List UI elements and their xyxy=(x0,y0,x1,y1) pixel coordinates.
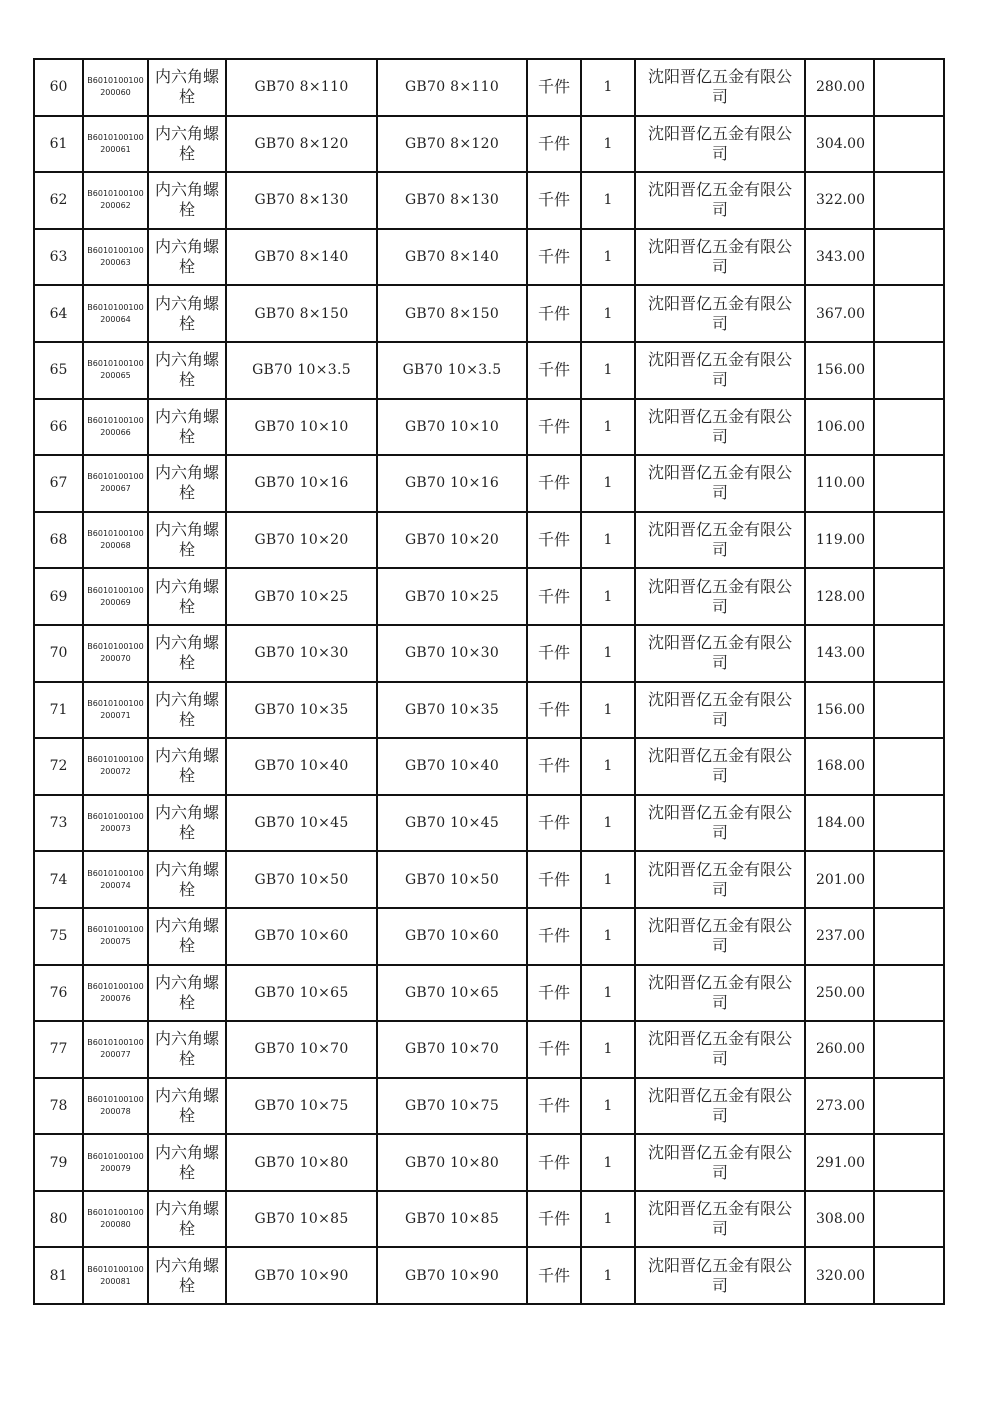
supplier-cell: 沈阳晋亿五金有限公司 xyxy=(635,1021,805,1078)
table-row xyxy=(34,795,944,852)
model-cell: GB70 10×50 xyxy=(377,851,527,908)
unit-cell: 千件 xyxy=(527,1021,581,1078)
row-number-cell: 75 xyxy=(34,908,83,965)
table-row xyxy=(34,851,944,908)
model-cell: GB70 10×65 xyxy=(377,965,527,1022)
unit-cell: 千件 xyxy=(527,1191,581,1248)
model-cell: GB70 8×150 xyxy=(377,285,527,342)
supplier-cell: 沈阳晋亿五金有限公司 xyxy=(635,1247,805,1304)
unit-cell: 千件 xyxy=(527,172,581,229)
spec-cell: GB70 10×16 xyxy=(226,455,377,512)
remark-cell xyxy=(874,851,944,908)
table-row xyxy=(34,738,944,795)
table-row xyxy=(34,568,944,625)
quantity-cell: 1 xyxy=(581,399,635,456)
unit-cell: 千件 xyxy=(527,59,581,116)
quantity-cell: 1 xyxy=(581,172,635,229)
quantity-cell: 1 xyxy=(581,965,635,1022)
unit-cell: 千件 xyxy=(527,1078,581,1135)
supplier-cell: 沈阳晋亿五金有限公司 xyxy=(635,399,805,456)
price-cell: 156.00 xyxy=(805,342,874,399)
row-number-cell: 60 xyxy=(34,59,83,116)
unit-cell: 千件 xyxy=(527,455,581,512)
material-code-cell: B6010100100200077 xyxy=(83,1021,148,1078)
row-number-cell: 66 xyxy=(34,399,83,456)
remark-cell xyxy=(874,285,944,342)
model-cell: GB70 8×140 xyxy=(377,229,527,286)
price-cell: 260.00 xyxy=(805,1021,874,1078)
quantity-cell: 1 xyxy=(581,455,635,512)
table-row xyxy=(34,1021,944,1078)
item-name-cell: 内六角螺栓 xyxy=(148,568,226,625)
unit-cell: 千件 xyxy=(527,851,581,908)
spec-cell: GB70 8×140 xyxy=(226,229,377,286)
table-row xyxy=(34,1078,944,1135)
model-cell: GB70 10×30 xyxy=(377,625,527,682)
item-name-cell: 内六角螺栓 xyxy=(148,738,226,795)
remark-cell xyxy=(874,512,944,569)
quantity-cell: 1 xyxy=(581,59,635,116)
item-name-cell: 内六角螺栓 xyxy=(148,851,226,908)
model-cell: GB70 8×130 xyxy=(377,172,527,229)
model-cell: GB70 8×120 xyxy=(377,116,527,173)
supplier-cell: 沈阳晋亿五金有限公司 xyxy=(635,285,805,342)
model-cell: GB70 10×25 xyxy=(377,568,527,625)
supplier-cell: 沈阳晋亿五金有限公司 xyxy=(635,342,805,399)
remark-cell xyxy=(874,1191,944,1248)
spec-cell: GB70 10×50 xyxy=(226,851,377,908)
spec-cell: GB70 10×60 xyxy=(226,908,377,965)
price-cell: 110.00 xyxy=(805,455,874,512)
material-code-cell: B6010100100200066 xyxy=(83,399,148,456)
table-row xyxy=(34,59,944,116)
item-name-cell: 内六角螺栓 xyxy=(148,795,226,852)
row-number-cell: 63 xyxy=(34,229,83,286)
unit-cell: 千件 xyxy=(527,568,581,625)
supplier-cell: 沈阳晋亿五金有限公司 xyxy=(635,851,805,908)
spec-cell: GB70 10×80 xyxy=(226,1134,377,1191)
supplier-cell: 沈阳晋亿五金有限公司 xyxy=(635,172,805,229)
item-name-cell: 内六角螺栓 xyxy=(148,908,226,965)
row-number-cell: 80 xyxy=(34,1191,83,1248)
row-number-cell: 76 xyxy=(34,965,83,1022)
row-number-cell: 72 xyxy=(34,738,83,795)
supplier-cell: 沈阳晋亿五金有限公司 xyxy=(635,908,805,965)
spec-cell: GB70 10×30 xyxy=(226,625,377,682)
quantity-cell: 1 xyxy=(581,229,635,286)
item-name-cell: 内六角螺栓 xyxy=(148,59,226,116)
supplier-cell: 沈阳晋亿五金有限公司 xyxy=(635,1134,805,1191)
row-number-cell: 69 xyxy=(34,568,83,625)
row-number-cell: 64 xyxy=(34,285,83,342)
model-cell: GB70 10×90 xyxy=(377,1247,527,1304)
spec-cell: GB70 10×40 xyxy=(226,738,377,795)
material-code-cell: B6010100100200080 xyxy=(83,1191,148,1248)
remark-cell xyxy=(874,1021,944,1078)
table-row xyxy=(34,512,944,569)
price-cell: 128.00 xyxy=(805,568,874,625)
supplier-cell: 沈阳晋亿五金有限公司 xyxy=(635,682,805,739)
material-code-cell: B6010100100200064 xyxy=(83,285,148,342)
remark-cell xyxy=(874,399,944,456)
price-cell: 168.00 xyxy=(805,738,874,795)
row-number-cell: 65 xyxy=(34,342,83,399)
material-code-cell: B6010100100200068 xyxy=(83,512,148,569)
quantity-cell: 1 xyxy=(581,285,635,342)
spec-cell: GB70 10×85 xyxy=(226,1191,377,1248)
table-row xyxy=(34,965,944,1022)
model-cell: GB70 10×70 xyxy=(377,1021,527,1078)
row-number-cell: 68 xyxy=(34,512,83,569)
quantity-cell: 1 xyxy=(581,342,635,399)
model-cell: GB70 10×75 xyxy=(377,1078,527,1135)
model-cell: GB70 10×85 xyxy=(377,1191,527,1248)
item-name-cell: 内六角螺栓 xyxy=(148,342,226,399)
supplier-cell: 沈阳晋亿五金有限公司 xyxy=(635,1191,805,1248)
remark-cell xyxy=(874,455,944,512)
remark-cell xyxy=(874,965,944,1022)
price-cell: 106.00 xyxy=(805,399,874,456)
item-name-cell: 内六角螺栓 xyxy=(148,1134,226,1191)
spec-cell: GB70 8×120 xyxy=(226,116,377,173)
unit-cell: 千件 xyxy=(527,399,581,456)
quantity-cell: 1 xyxy=(581,851,635,908)
material-code-cell: B6010100100200076 xyxy=(83,965,148,1022)
item-name-cell: 内六角螺栓 xyxy=(148,1021,226,1078)
model-cell: GB70 10×80 xyxy=(377,1134,527,1191)
supplier-cell: 沈阳晋亿五金有限公司 xyxy=(635,512,805,569)
remark-cell xyxy=(874,229,944,286)
model-cell: GB70 8×110 xyxy=(377,59,527,116)
material-code-cell: B6010100100200060 xyxy=(83,59,148,116)
quantity-cell: 1 xyxy=(581,795,635,852)
material-code-cell: B6010100100200073 xyxy=(83,795,148,852)
item-name-cell: 内六角螺栓 xyxy=(148,512,226,569)
table-row xyxy=(34,1247,944,1304)
material-code-cell: B6010100100200078 xyxy=(83,1078,148,1135)
material-code-cell: B6010100100200063 xyxy=(83,229,148,286)
remark-cell xyxy=(874,342,944,399)
table-row xyxy=(34,342,944,399)
spec-cell: GB70 10×90 xyxy=(226,1247,377,1304)
row-number-cell: 74 xyxy=(34,851,83,908)
row-number-cell: 78 xyxy=(34,1078,83,1135)
material-code-cell: B6010100100200065 xyxy=(83,342,148,399)
supplier-cell: 沈阳晋亿五金有限公司 xyxy=(635,59,805,116)
remark-cell xyxy=(874,795,944,852)
unit-cell: 千件 xyxy=(527,738,581,795)
table-row xyxy=(34,682,944,739)
price-cell: 156.00 xyxy=(805,682,874,739)
unit-cell: 千件 xyxy=(527,908,581,965)
price-cell: 367.00 xyxy=(805,285,874,342)
spec-cell: GB70 10×25 xyxy=(226,568,377,625)
remark-cell xyxy=(874,908,944,965)
unit-cell: 千件 xyxy=(527,116,581,173)
quantity-cell: 1 xyxy=(581,116,635,173)
price-cell: 322.00 xyxy=(805,172,874,229)
supplier-cell: 沈阳晋亿五金有限公司 xyxy=(635,116,805,173)
supplier-cell: 沈阳晋亿五金有限公司 xyxy=(635,229,805,286)
unit-cell: 千件 xyxy=(527,625,581,682)
supplier-cell: 沈阳晋亿五金有限公司 xyxy=(635,568,805,625)
material-code-cell: B6010100100200071 xyxy=(83,682,148,739)
price-cell: 143.00 xyxy=(805,625,874,682)
spec-cell: GB70 8×130 xyxy=(226,172,377,229)
price-list-table xyxy=(33,58,945,1305)
table-row xyxy=(34,399,944,456)
material-code-cell: B6010100100200062 xyxy=(83,172,148,229)
table-row xyxy=(34,455,944,512)
model-cell: GB70 10×20 xyxy=(377,512,527,569)
quantity-cell: 1 xyxy=(581,738,635,795)
price-cell: 119.00 xyxy=(805,512,874,569)
item-name-cell: 内六角螺栓 xyxy=(148,965,226,1022)
row-number-cell: 73 xyxy=(34,795,83,852)
quantity-cell: 1 xyxy=(581,625,635,682)
table-body xyxy=(34,59,944,1304)
quantity-cell: 1 xyxy=(581,1191,635,1248)
spec-cell: GB70 10×75 xyxy=(226,1078,377,1135)
spec-cell: GB70 10×20 xyxy=(226,512,377,569)
remark-cell xyxy=(874,59,944,116)
quantity-cell: 1 xyxy=(581,908,635,965)
price-cell: 308.00 xyxy=(805,1191,874,1248)
table-row xyxy=(34,908,944,965)
remark-cell xyxy=(874,172,944,229)
material-code-cell: B6010100100200074 xyxy=(83,851,148,908)
price-cell: 280.00 xyxy=(805,59,874,116)
unit-cell: 千件 xyxy=(527,795,581,852)
remark-cell xyxy=(874,1078,944,1135)
quantity-cell: 1 xyxy=(581,512,635,569)
table-row xyxy=(34,116,944,173)
model-cell: GB70 10×60 xyxy=(377,908,527,965)
table-row xyxy=(34,285,944,342)
spec-cell: GB70 8×110 xyxy=(226,59,377,116)
model-cell: GB70 10×10 xyxy=(377,399,527,456)
spec-cell: GB70 10×65 xyxy=(226,965,377,1022)
item-name-cell: 内六角螺栓 xyxy=(148,172,226,229)
price-cell: 201.00 xyxy=(805,851,874,908)
supplier-cell: 沈阳晋亿五金有限公司 xyxy=(635,965,805,1022)
unit-cell: 千件 xyxy=(527,682,581,739)
model-cell: GB70 10×3.5 xyxy=(377,342,527,399)
quantity-cell: 1 xyxy=(581,1078,635,1135)
price-cell: 184.00 xyxy=(805,795,874,852)
supplier-cell: 沈阳晋亿五金有限公司 xyxy=(635,455,805,512)
item-name-cell: 内六角螺栓 xyxy=(148,625,226,682)
remark-cell xyxy=(874,1134,944,1191)
price-cell: 304.00 xyxy=(805,116,874,173)
quantity-cell: 1 xyxy=(581,1247,635,1304)
spec-cell: GB70 10×10 xyxy=(226,399,377,456)
material-code-cell: B6010100100200069 xyxy=(83,568,148,625)
material-code-cell: B6010100100200081 xyxy=(83,1247,148,1304)
item-name-cell: 内六角螺栓 xyxy=(148,682,226,739)
price-cell: 250.00 xyxy=(805,965,874,1022)
spec-cell: GB70 10×3.5 xyxy=(226,342,377,399)
unit-cell: 千件 xyxy=(527,512,581,569)
unit-cell: 千件 xyxy=(527,285,581,342)
row-number-cell: 67 xyxy=(34,455,83,512)
material-code-cell: B6010100100200061 xyxy=(83,116,148,173)
spec-cell: GB70 10×70 xyxy=(226,1021,377,1078)
spec-cell: GB70 10×35 xyxy=(226,682,377,739)
remark-cell xyxy=(874,738,944,795)
unit-cell: 千件 xyxy=(527,965,581,1022)
model-cell: GB70 10×35 xyxy=(377,682,527,739)
model-cell: GB70 10×40 xyxy=(377,738,527,795)
material-code-cell: B6010100100200072 xyxy=(83,738,148,795)
item-name-cell: 内六角螺栓 xyxy=(148,116,226,173)
price-cell: 237.00 xyxy=(805,908,874,965)
table-row xyxy=(34,625,944,682)
model-cell: GB70 10×45 xyxy=(377,795,527,852)
material-code-cell: B6010100100200070 xyxy=(83,625,148,682)
row-number-cell: 70 xyxy=(34,625,83,682)
price-cell: 343.00 xyxy=(805,229,874,286)
row-number-cell: 81 xyxy=(34,1247,83,1304)
row-number-cell: 71 xyxy=(34,682,83,739)
material-code-cell: B6010100100200067 xyxy=(83,455,148,512)
material-code-cell: B6010100100200075 xyxy=(83,908,148,965)
item-name-cell: 内六角螺栓 xyxy=(148,285,226,342)
row-number-cell: 79 xyxy=(34,1134,83,1191)
spec-cell: GB70 10×45 xyxy=(226,795,377,852)
model-cell: GB70 10×16 xyxy=(377,455,527,512)
quantity-cell: 1 xyxy=(581,1134,635,1191)
supplier-cell: 沈阳晋亿五金有限公司 xyxy=(635,1078,805,1135)
item-name-cell: 内六角螺栓 xyxy=(148,1191,226,1248)
item-name-cell: 内六角螺栓 xyxy=(148,455,226,512)
unit-cell: 千件 xyxy=(527,1134,581,1191)
item-name-cell: 内六角螺栓 xyxy=(148,229,226,286)
quantity-cell: 1 xyxy=(581,682,635,739)
row-number-cell: 62 xyxy=(34,172,83,229)
table-row xyxy=(34,1191,944,1248)
quantity-cell: 1 xyxy=(581,568,635,625)
remark-cell xyxy=(874,625,944,682)
table-row xyxy=(34,172,944,229)
price-cell: 320.00 xyxy=(805,1247,874,1304)
unit-cell: 千件 xyxy=(527,342,581,399)
price-cell: 273.00 xyxy=(805,1078,874,1135)
supplier-cell: 沈阳晋亿五金有限公司 xyxy=(635,625,805,682)
material-code-cell: B6010100100200079 xyxy=(83,1134,148,1191)
unit-cell: 千件 xyxy=(527,1247,581,1304)
spec-cell: GB70 8×150 xyxy=(226,285,377,342)
item-name-cell: 内六角螺栓 xyxy=(148,1247,226,1304)
item-name-cell: 内六角螺栓 xyxy=(148,399,226,456)
supplier-cell: 沈阳晋亿五金有限公司 xyxy=(635,795,805,852)
price-cell: 291.00 xyxy=(805,1134,874,1191)
quantity-cell: 1 xyxy=(581,1021,635,1078)
remark-cell xyxy=(874,568,944,625)
row-number-cell: 77 xyxy=(34,1021,83,1078)
remark-cell xyxy=(874,116,944,173)
remark-cell xyxy=(874,1247,944,1304)
unit-cell: 千件 xyxy=(527,229,581,286)
item-name-cell: 内六角螺栓 xyxy=(148,1078,226,1135)
table-row xyxy=(34,1134,944,1191)
remark-cell xyxy=(874,682,944,739)
table-row xyxy=(34,229,944,286)
row-number-cell: 61 xyxy=(34,116,83,173)
supplier-cell: 沈阳晋亿五金有限公司 xyxy=(635,738,805,795)
